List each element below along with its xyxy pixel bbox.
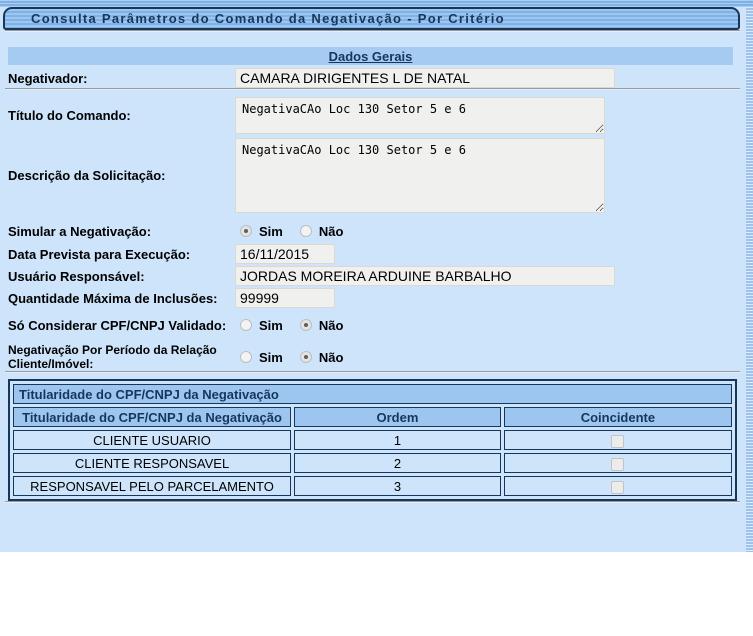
ordem-cell: 3: [294, 476, 501, 496]
titularidade-cell: CLIENTE USUARIO: [13, 430, 291, 450]
titularidade-table: [10, 381, 735, 499]
page-title-bar: [3, 7, 740, 30]
cpf-validado-nao-radio[interactable]: [300, 319, 312, 331]
simular-negativacao-label: Simular a Negativação:: [8, 223, 152, 239]
simular-nao-label: Não: [318, 223, 344, 239]
coincidente-cell: [504, 430, 732, 450]
cpf-validado-nao-label: Não: [318, 317, 344, 333]
cpf-validado-label: Só Considerar CPF/CNPJ Validado:: [8, 317, 227, 333]
ordem-cell: 1: [294, 430, 501, 450]
titulo-comando-textarea[interactable]: [235, 97, 605, 134]
row-usuario-responsavel: [0, 266, 746, 286]
top-frame-stripes: [0, 0, 753, 7]
periodo-relacao-label: Negativação Por Período da Relação Cliente/Imóvel:: [8, 343, 217, 371]
coincidente-cell: [504, 453, 732, 473]
quantidade-maxima-input[interactable]: [235, 288, 335, 308]
row-periodo-relacao: [0, 343, 746, 371]
table-row: [13, 430, 732, 450]
titulo-comando-label: Título do Comando:: [8, 108, 131, 123]
right-frame-stripes: [746, 7, 753, 552]
table-caption: Titularidade do CPF/CNPJ da Negativação: [13, 384, 732, 404]
divider: [5, 30, 740, 32]
simular-nao-radio[interactable]: [300, 225, 312, 237]
cpf-validado-sim-radio[interactable]: [240, 319, 252, 331]
negativador-input[interactable]: [235, 68, 615, 88]
data-prevista-input[interactable]: [235, 244, 335, 264]
divider: [5, 501, 740, 503]
periodo-relacao-sim-radio[interactable]: [240, 351, 252, 363]
cpf-validado-radio-group: [235, 318, 360, 333]
usuario-responsavel-label: Usuário Responsável:: [8, 268, 145, 284]
simular-sim-radio[interactable]: [240, 225, 252, 237]
table-row: [13, 453, 732, 473]
periodo-relacao-sim-label: Sim: [259, 349, 283, 365]
row-quantidade-maxima: [0, 288, 746, 308]
periodo-relacao-nao-radio[interactable]: [300, 351, 312, 363]
titularidade-table-wrapper: [8, 379, 737, 501]
divider: [5, 371, 740, 373]
column-header-ordem: Ordem: [294, 407, 501, 427]
row-cpf-validado: [0, 316, 746, 334]
negativador-label: Negativador:: [8, 70, 88, 86]
page-title: Consulta Parâmetros do Comando da Negativação - Por Critério: [31, 11, 505, 26]
column-header-coincidente: Coincidente: [504, 407, 732, 427]
section-title: Dados Gerais: [328, 48, 413, 64]
descricao-solicitacao-textarea[interactable]: [235, 138, 605, 213]
ordem-cell: 2: [294, 453, 501, 473]
cpf-validado-sim-label: Sim: [259, 317, 283, 333]
divider: [5, 88, 740, 90]
simular-sim-label: Sim: [259, 223, 283, 239]
simular-radio-group: [235, 224, 360, 239]
row-negativador: [0, 68, 746, 88]
quantidade-maxima-label: Quantidade Máxima de Inclusões:: [8, 290, 218, 306]
titularidade-cell: CLIENTE RESPONSAVEL: [13, 453, 291, 473]
coincidente-checkbox[interactable]: [611, 435, 624, 448]
column-header-titularidade: Titularidade do CPF/CNPJ da Negativação: [13, 407, 291, 427]
table-row: [13, 476, 732, 496]
periodo-relacao-nao-label: Não: [318, 349, 344, 365]
coincidente-checkbox[interactable]: [611, 458, 624, 471]
row-descricao-solicitacao: [0, 138, 746, 213]
coincidente-checkbox[interactable]: [611, 481, 624, 494]
row-simular-negativacao: [0, 222, 746, 240]
table-header-row: [13, 407, 732, 427]
coincidente-cell: [504, 476, 732, 496]
table-caption-row: [13, 384, 732, 404]
section-header-dados-gerais: [8, 47, 733, 65]
row-data-prevista: [0, 244, 746, 264]
periodo-relacao-radio-group: [235, 350, 360, 365]
descricao-solicitacao-label: Descrição da Solicitação:: [8, 168, 166, 183]
row-titulo-comando: [0, 97, 746, 134]
usuario-responsavel-input[interactable]: [235, 266, 615, 286]
titularidade-cell: RESPONSAVEL PELO PARCELAMENTO: [13, 476, 291, 496]
data-prevista-label: Data Prevista para Execução:: [8, 246, 191, 262]
